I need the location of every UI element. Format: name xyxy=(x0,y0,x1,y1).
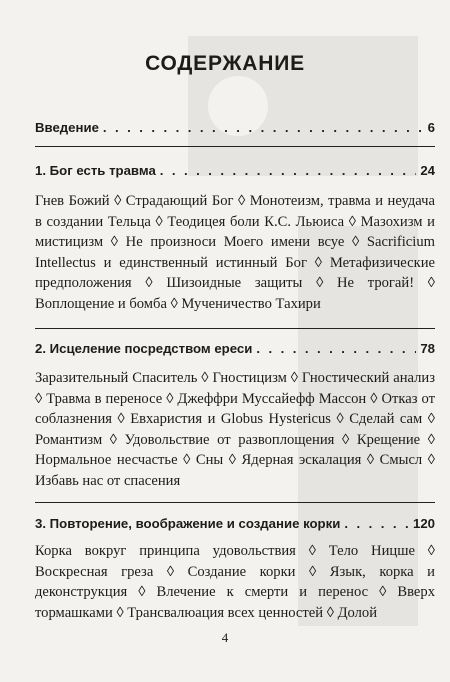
toc-entry-label: 3. Повторение, воображение и создание корки xyxy=(35,516,341,531)
dot-leader xyxy=(160,162,417,180)
section-divider xyxy=(35,502,435,503)
toc-entry-page: 78 xyxy=(420,341,435,356)
toc-entry-page: 120 xyxy=(412,516,435,531)
toc-entry-chapter-1[interactable] xyxy=(35,162,435,180)
section-divider xyxy=(35,146,435,147)
dot-leader xyxy=(344,515,409,533)
toc-entry-chapter-2[interactable] xyxy=(35,340,435,358)
toc-entry-label: 2. Исцеление посредством ереси xyxy=(35,341,253,356)
toc-entry-chapter-3[interactable] xyxy=(35,515,435,533)
toc-entry-page: 6 xyxy=(427,120,435,135)
dot-leader xyxy=(103,119,424,137)
chapter-2-topics: Заразительный Спаситель ◊ Гностицизм ◊ Гностический анализ ◊ Травма в переносе ◊ Джеффри Муссайефф Массон ◊ Отказ от соблазнения ◊ Евхаристия и Globus Hystericus ◊ Сделай сам ◊ Романтизм ◊ Удовольствие от развоплощения ◊ Крещение ◊ Нормальное несчастье ◊ Сны ◊ Ядерная эскалация ◊ Смысл ◊ Избавь нас от спасения xyxy=(35,370,435,489)
toc-entry-label: Введение xyxy=(35,120,99,135)
toc-entry-page: 24 xyxy=(420,163,435,178)
chapter-1-topics: Гнев Божий ◊ Страдающий Бог ◊ Монотеизм, травма и неудача в создании Тельца ◊ Теодицея боли К.С. Льюиса ◊ Мазохизм и мистицизм ◊ Не произноси Моего имени всуе ◊ Sacrificium Intellectus и единственный истинный Бог ◊ Метафизические предположения ◊ Шизоидные защиты ◊ Не трогай! ◊ Воплощение и бомба ◊ Мученичество Тахири xyxy=(35,193,435,312)
page-number: 4 xyxy=(221,630,229,645)
toc-entry-intro[interactable] xyxy=(35,119,435,137)
chapter-3-topics: Корка вокруг принципа удовольствия ◊ Тело Ницше ◊ Воскресная греза ◊ Создание корки ◊ Язык, корка и деконструкция ◊ Влечение к смерти и перенос ◊ Вверх тормашками ◊ Трансвалюация всех ценностей ◊ Долой xyxy=(35,543,435,621)
toc-entry-label: 1. Бог есть травма xyxy=(35,163,156,178)
section-divider xyxy=(35,328,435,329)
dot-leader xyxy=(256,340,416,358)
page-title: СОДЕРЖАНИЕ xyxy=(145,52,305,75)
